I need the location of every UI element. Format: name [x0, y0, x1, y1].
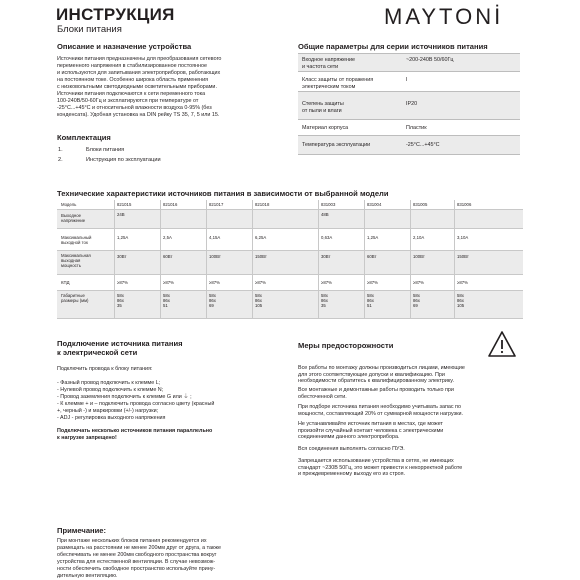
dims-cell: 58x 86x 35: [117, 293, 124, 309]
general-params-heading: Общие параметры для серии источников питания: [298, 42, 488, 51]
current-cell: 1,25А: [367, 235, 379, 240]
power-cell: 100Вт: [209, 254, 221, 259]
dims-cell: 58x 86x 69: [209, 293, 216, 309]
efficiency-cell: ≥87%: [209, 280, 220, 285]
table-row: [298, 53, 520, 71]
connection-intro: Подключить провода к блоку питания:: [57, 366, 153, 372]
model-cell: 821018: [255, 202, 270, 207]
table-row: [298, 71, 520, 91]
current-cell: 2,5А: [163, 235, 172, 240]
kit-item-number: 1.: [58, 147, 63, 153]
table-row: [298, 135, 520, 155]
note-line: обеспечивать не менее 200мм свободного пространства вокруг: [57, 552, 217, 558]
connection-step: - Провод заземления подключить к клемме G или ⏚ ;: [57, 394, 192, 400]
param-key: [302, 101, 402, 114]
description-heading: Описание и назначение устройства: [57, 42, 192, 51]
description-line: и используются для запитывания электроприборов, работающих: [57, 70, 221, 76]
efficiency-cell: ≥87%: [367, 280, 378, 285]
param-key-line: электрическим током: [302, 83, 356, 90]
power-cell: 150Вт: [255, 254, 267, 259]
model-cell: 831003: [321, 202, 336, 207]
description-line: -25°С...+45°С и относительной влажности воздуха 0-95% (без: [57, 105, 212, 111]
param-key-line: Степень защиты: [302, 101, 344, 107]
param-value: ~200-240В 50/60Гц: [406, 57, 454, 63]
dims-cell: 58x 86x 35: [321, 293, 328, 309]
connection-heading-line: Подключение источника питания: [57, 339, 183, 348]
kit-item-label: Инструкция по эксплуатации: [86, 157, 161, 163]
param-value: I: [406, 77, 408, 83]
kit-item-number: 2.: [58, 157, 63, 163]
dims-cell: 58x 86x 105: [255, 293, 263, 309]
dims-cell: 58x 86x 51: [163, 293, 170, 309]
power-cell: 60Вт: [163, 254, 173, 259]
param-key-line: Материал корпуса: [302, 125, 349, 131]
precautions-heading: Меры предосторожности: [298, 341, 394, 350]
row-label-line: напряжение: [61, 218, 86, 224]
precaution-paragraph: При подборе источника питания необходимо учитывать запас по мощности, составляющий 20% от суммарной мощности нагрузки.: [298, 404, 463, 417]
dims-cell: 58x 86x 69: [413, 293, 420, 309]
document-title: ИНСТРУКЦИЯ: [56, 5, 175, 24]
row-label-line: выходная: [61, 258, 81, 264]
table-row: [298, 119, 520, 135]
current-cell: 6,25А: [255, 235, 267, 240]
efficiency-cell: ≥87%: [413, 280, 424, 285]
current-cell: 3,10А: [457, 235, 469, 240]
tech-table-heading: Технические характеристики источников питания в зависимости от выбранной модели: [57, 189, 389, 198]
row-label-line: выходной ток: [61, 240, 88, 246]
description-line: Источники питания подключаются к сети переменного тока: [57, 91, 206, 97]
power-cell: 60Вт: [367, 254, 377, 259]
precaution-paragraph: Запрещается использование устройства в сетях, не имеющих стандарт ~230В 50Гц, это может привести к некорректной работе и преждевременному выходу его из строя.: [298, 458, 463, 478]
connection-step: - Фазный провод подключить к клемме L;: [57, 380, 161, 386]
model-cell: 821016: [163, 202, 178, 207]
precaution-paragraph: Все работы по монтажу должны производиться лицами, имеющие для этого соответствующие допуски и квалификацию. При необходимости обратитесь к квалифицированному электрику.: [298, 365, 465, 385]
power-cell: 150Вт: [457, 254, 469, 259]
voltage-cell: 24В: [117, 212, 125, 217]
table-row: [298, 91, 520, 119]
table-grid: [57, 200, 523, 318]
current-cell: 0,63А: [321, 235, 333, 240]
precaution-paragraph: Вся соединения выполнять согласно ПУЭ.: [298, 446, 405, 452]
brand-logo: MAYTONİ: [384, 4, 504, 29]
efficiency-cell: ≥87%: [117, 280, 128, 285]
note-line: При монтаже нескольких блоков питания рекомендуется их: [57, 538, 207, 544]
model-cell: 831006: [457, 202, 472, 207]
dims-cell: 58x 86x 105: [457, 293, 465, 309]
param-key-line: Класс защиты от поражения: [302, 77, 374, 83]
row-label: КПД: [61, 280, 70, 285]
connection-step: - ADJ - регулировка выходного напряжения: [57, 415, 166, 421]
param-key-line: от пыли и влаги: [302, 107, 342, 114]
row-label-line: Максимальная: [61, 253, 91, 258]
description-line: 100-240В/50-60Гц и эксплатируются при температуре от: [57, 98, 199, 104]
power-cell: 100Вт: [413, 254, 425, 259]
efficiency-cell: ≥87%: [163, 280, 174, 285]
row-label-line: Выходное: [61, 213, 82, 218]
model-cell: 821015: [117, 202, 132, 207]
power-cell: 30Вт: [117, 254, 127, 259]
current-cell: 4,15А: [209, 235, 221, 240]
model-cell: 821017: [209, 202, 224, 207]
current-cell: 1,25А: [117, 235, 129, 240]
description-line: переменного напряжения в стабилизированное постоянное: [57, 63, 208, 69]
parallel-warning-line: к нагрузке запрещено!: [57, 434, 117, 441]
param-key: [302, 57, 402, 70]
row-label-line: размеры (мм): [61, 298, 89, 304]
description-line: Источники питания предназначены для преобразования сетевого: [57, 56, 222, 62]
efficiency-cell: ≥87%: [457, 280, 468, 285]
param-key: [302, 77, 402, 90]
description-line: на постоянном токе. Особенно широка область применения: [57, 77, 209, 83]
connection-step: - Нулевой провод подключить к клемме N;: [57, 387, 164, 393]
param-key: [302, 125, 402, 132]
row-label-line: Габаритные: [61, 293, 85, 298]
param-value: IP20: [406, 101, 418, 107]
connection-step: - К клемме + и – подключить провода согласно цвету (красный: [57, 401, 215, 407]
connection-heading: [57, 340, 183, 357]
document-subtitle: Блоки питания: [57, 24, 122, 35]
dims-cell: 58x 86x 51: [367, 293, 374, 309]
param-value: Пластик: [406, 125, 427, 131]
note-line: устройства для естественной вентиляции. В случае невозмож-: [57, 559, 216, 565]
kit-heading: Комплектация: [57, 133, 111, 142]
note-line: дительную вентиляцию.: [57, 573, 118, 579]
note-heading: Примечание:: [57, 526, 107, 535]
model-cell: 831004: [367, 202, 382, 207]
precaution-paragraph: Все монтажные и демонтажные работы проводить только при обесточенной сети.: [298, 387, 454, 400]
param-key-line: и частота сети: [302, 63, 339, 70]
parallel-warning: [57, 428, 212, 441]
row-label-line: мощность: [61, 263, 81, 269]
parallel-warning-line: Подключать несколько источников питания параллельно: [57, 428, 213, 434]
param-key-line: Температура эксплуатации: [302, 142, 371, 148]
note-line: ности обеспечить свободное пространство используйте прину-: [57, 566, 216, 572]
precaution-paragraph: Не устанавливайте источник питания в местах, где может произойти случайный контакт человека с электрическими соединениями данного электроприбора.: [298, 421, 444, 441]
power-cell: 30Вт: [321, 254, 331, 259]
efficiency-cell: ≥87%: [255, 280, 266, 285]
description-line: конденсата). Удобная установка на DIN рейку TS 35, 7, 5 или 15.: [57, 112, 220, 118]
param-value: -25°С...+45°С: [406, 142, 440, 148]
row-label: Модель: [61, 202, 77, 207]
model-cell: 831005: [413, 202, 428, 207]
voltage-cell: 48В: [321, 212, 329, 217]
param-key: [302, 142, 402, 149]
row-label-line: Максимальный: [61, 235, 92, 240]
param-key-line: Входное напряжение: [302, 57, 356, 63]
current-cell: 2,10А: [413, 235, 425, 240]
connection-step: +, черный -) и маркировки (+/-) нагрузки;: [57, 408, 159, 414]
kit-item-label: Блоки питания: [86, 147, 125, 153]
connection-heading-line: к электрической сети: [57, 347, 138, 357]
note-line: размещать на расстоянии не менее 200мм друг от друга, а также: [57, 545, 222, 551]
efficiency-cell: ≥87%: [321, 280, 332, 285]
description-line: с низковольтными светодиодными осветительными приборами.: [57, 84, 217, 90]
warning-triangle-icon: [487, 330, 517, 358]
